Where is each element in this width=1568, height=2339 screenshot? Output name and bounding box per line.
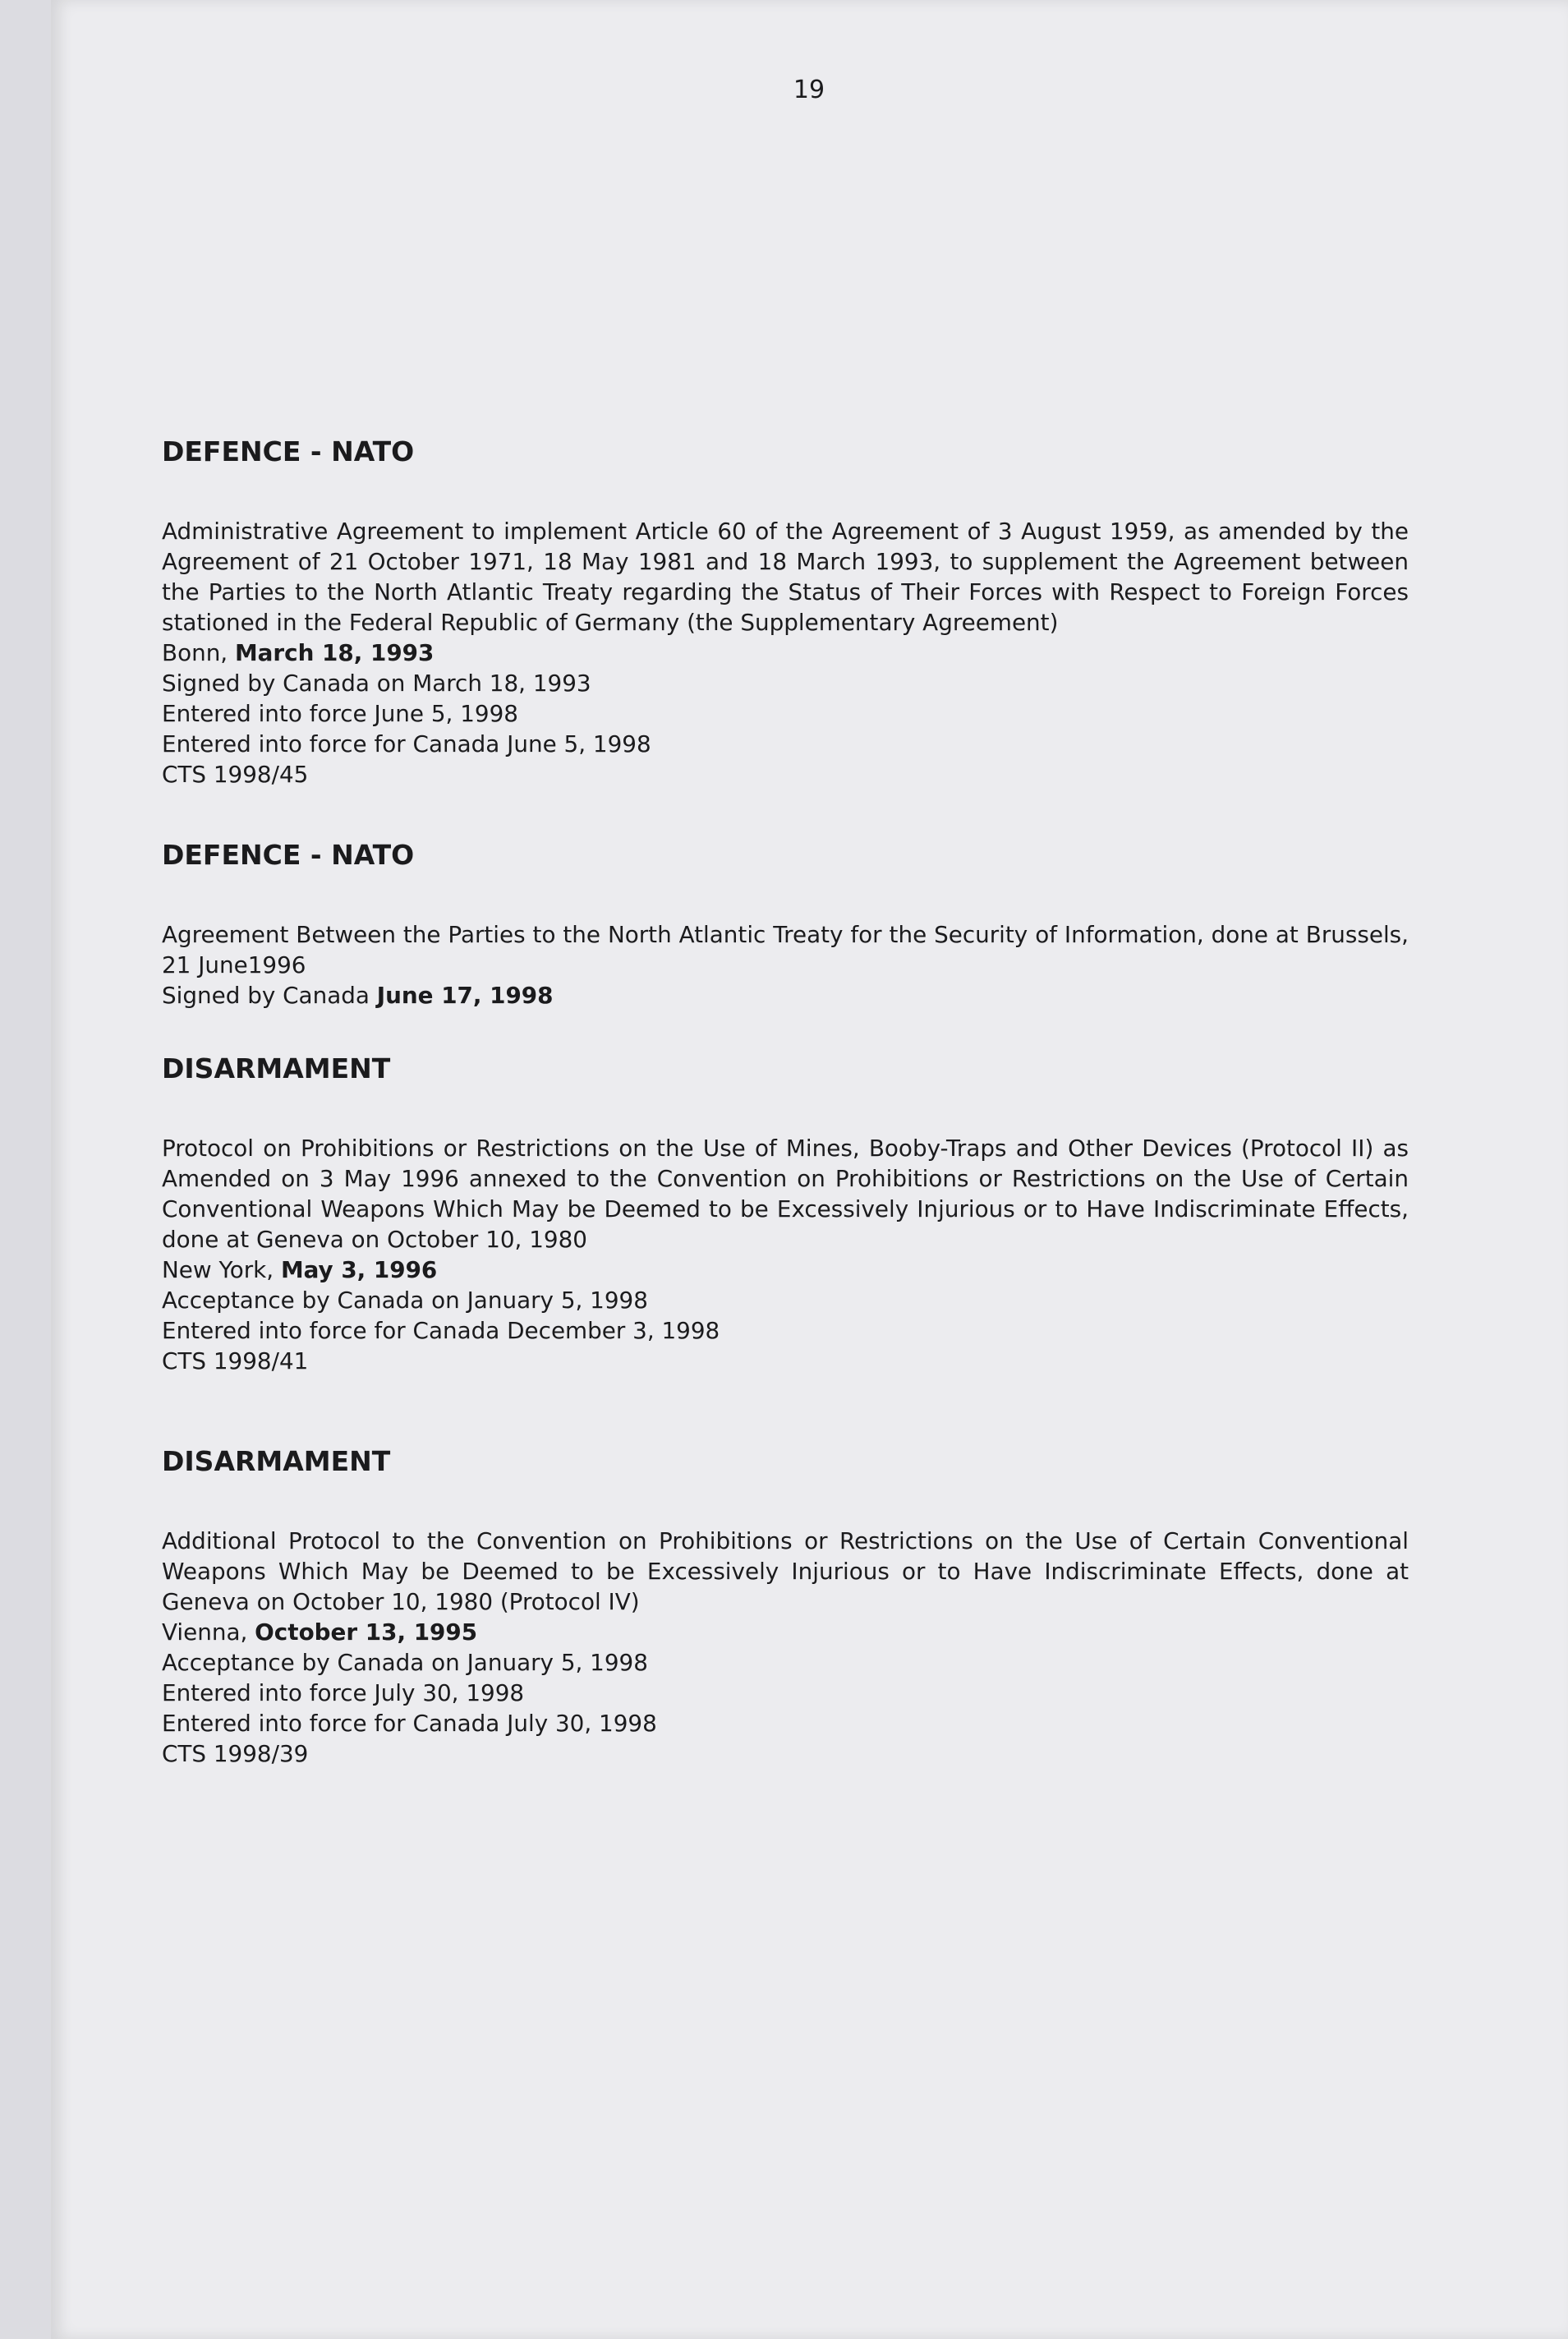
page-number: 19 [793,76,825,104]
status-line: Entered into force July 30, 1998 [162,1679,525,1706]
status-line: Signed by Canada on March 18, 1993 [162,670,591,697]
cts-reference: CTS 1998/45 [162,761,309,788]
section-heading: DEFENCE - NATO [162,839,415,871]
signing-date: October 13, 1995 [255,1618,478,1646]
status-line: Entered into force for Canada July 30, 1998 [162,1710,657,1737]
section-heading: DEFENCE - NATO [162,435,415,467]
treaty-entry [162,1051,1409,1376]
section-heading: DISARMAMENT [162,1052,391,1084]
status-line: Entered into force for Canada June 5, 1998 [162,730,651,757]
place: Bonn, [162,639,235,666]
treaty-entry [162,837,1409,1011]
place-date-line [162,1255,1409,1285]
treaty-description: Protocol on Prohibitions or Restrictions on the Use of Mines, Booby-Traps and Other Devices (Protocol II) as Amended on 3 May 1996 annexed to the Convention on Prohibitions or Restrictions on the Use of Certain Conventional Weapons Which May be Deemed to be Excessively Injurious or to Have Indiscriminate Effects, done at Geneva on October 10, 1980 [162,1135,1409,1253]
status-line: Acceptance by Canada on January 5, 1998 [162,1649,648,1676]
signed-label: Signed by Canada [162,982,377,1009]
treaty-list [162,434,1409,1769]
cts-reference: CTS 1998/41 [162,1347,309,1374]
status-line: Entered into force for Canada December 3, 1998 [162,1317,720,1344]
place-date-line [162,638,1409,668]
place-date-line [162,1617,1409,1647]
status-line: Entered into force June 5, 1998 [162,700,518,727]
place: Vienna, [162,1618,255,1646]
section-heading: DISARMAMENT [162,1445,391,1477]
treaty-description: Agreement Between the Parties to the North Atlantic Treaty for the Security of Information, done at Brussels, 21 June1996 [162,921,1409,978]
signing-date: March 18, 1993 [234,639,435,666]
status-line: Acceptance by Canada on January 5, 1998 [162,1287,648,1314]
treaty-description: Administrative Agreement to implement Article 60 of the Agreement of 3 August 1959, as amended by the Agreement of 21 October 1971, 18 May 1981 and 18 March 1993, to supplement the Agreement between the Parties to the North Atlantic Treaty regarding the Status of Their Forces with Respect to Foreign Forces stationed in the Federal Republic of Germany (the Supplementary Agreement) [162,518,1409,636]
signed-date: June 17, 1998 [376,982,554,1009]
place: New York, [162,1256,281,1283]
cts-reference: CTS 1998/39 [162,1740,309,1767]
treaty-entry [162,434,1409,790]
document-page [51,0,1568,2339]
treaty-entry [162,1443,1409,1769]
treaty-description: Additional Protocol to the Convention on Prohibitions or Restrictions on the Use of Certain Conventional Weapons Which May be Deemed to be Excessively Injurious or to Have Indiscriminate Effects, done at Geneva on October 10, 1980 (Protocol IV) [162,1527,1409,1615]
signed-line [162,980,1409,1011]
signing-date: May 3, 1996 [280,1256,438,1283]
